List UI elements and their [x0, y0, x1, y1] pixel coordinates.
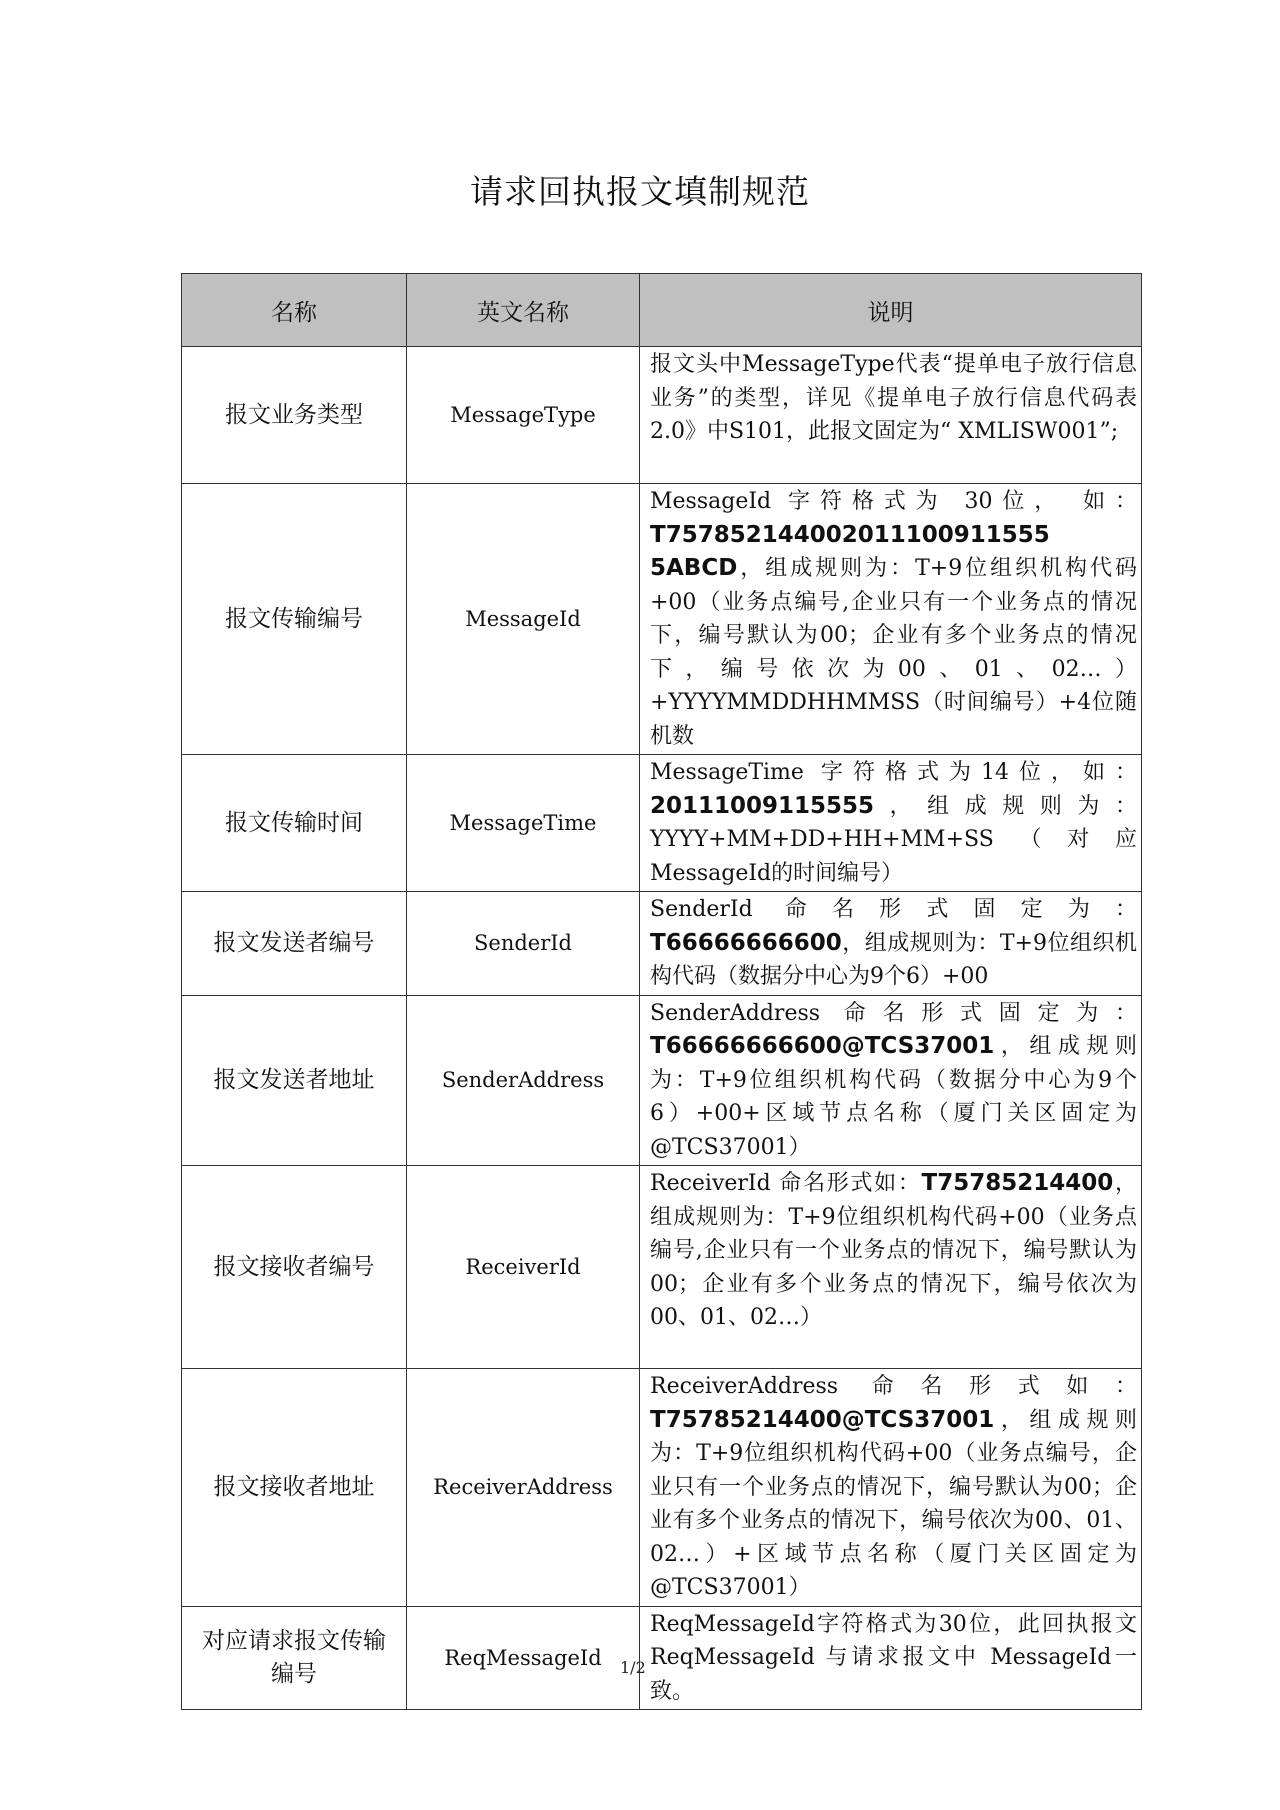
desc-text: MessageId 字符格式为 30位， 如： [650, 489, 1137, 514]
field-name: 对应请求报文传输编号 [182, 1606, 407, 1710]
desc-example: T75785214400@TCS37001 [650, 1406, 995, 1433]
field-name: 报文业务类型 [182, 347, 407, 484]
field-desc [640, 995, 1142, 1166]
header-name: 名称 [182, 274, 407, 347]
table-header-row [182, 274, 1142, 347]
table-row [182, 1166, 1142, 1369]
field-name: 报文传输时间 [182, 755, 407, 892]
field-desc [640, 1166, 1142, 1369]
desc-example: T75785214400 [921, 1170, 1114, 1196]
desc-text: SenderAddress 命名形式固定为： [650, 1000, 1137, 1026]
desc-text: ，组成规则为：T+9位组织机构代码+00（业务点编号，企业只有一个业务点的情况下，编号默认为00；企业有多个业务点的情况下，编号依次为00、01、02…）+区域节点名称（厦门关区固定为@TCS37001） [650, 1407, 1137, 1600]
desc-text: ，组成规则为：YYYY+MM+DD+HH+MM+SS（对应MessageId的时间编号） [650, 793, 1137, 886]
table-row [182, 484, 1142, 755]
field-en-name: ReqMessageId [407, 1606, 640, 1710]
field-en-name: SenderId [407, 892, 640, 996]
desc-text: SenderId 命名形式固定为： [650, 897, 1137, 922]
field-name: 报文接收者地址 [182, 1369, 407, 1607]
desc-text: ，组成规则为：T+9位组织机构代码+00（业务点编号,企业只有一个业务点的情况下，编号默认为00；企业有多个业务点的情况下，编号依次为00、01、02…） [650, 1171, 1137, 1330]
field-en-name: ReceiverId [407, 1166, 640, 1369]
field-desc [640, 755, 1142, 892]
field-en-name: MessageTime [407, 755, 640, 892]
field-desc [640, 1606, 1142, 1710]
desc-text: ReceiverAddress 命名形式如： [650, 1374, 1137, 1399]
page-number: 1/2 [620, 1658, 646, 1677]
desc-text: ，组成规则为：T+9位组织机构代码（数据分中心为9个6）+00 [650, 930, 1137, 989]
field-name: 报文接收者编号 [182, 1166, 407, 1369]
table-row [182, 1369, 1142, 1607]
desc-text: 报文头中MessageType代表“提单电子放行信息业务”的类型，详见《提单电子放行信息代码表2.0》中S101，此报文固定为“ XMLISW001”; [650, 352, 1137, 444]
table-row [182, 347, 1142, 484]
table-row [182, 1606, 1142, 1710]
desc-example: T66666666600 [650, 929, 842, 956]
desc-text: ReqMessageId字符格式为30位，此回执报文 ReqMessageId 与请求报文中 MessageId一致。 [650, 1611, 1137, 1704]
field-en-name: ReceiverAddress [407, 1369, 640, 1607]
desc-text: MessageTime 字符格式为14位，如： [650, 760, 1137, 785]
desc-text: ，组成规则为：T+9位组织机构代码（数据分中心为9个6）+00+区域节点名称（厦门关区固定为@TCS37001） [650, 1034, 1137, 1160]
field-desc [640, 347, 1142, 484]
page-title: 请求回执报文填制规范 [470, 172, 810, 211]
desc-example: 20111009115555 [650, 792, 875, 819]
field-en-name: MessageType [407, 347, 640, 484]
field-name: 报文传输编号 [182, 484, 407, 755]
field-desc [640, 892, 1142, 996]
desc-example: T757852144002011100911555 5ABCD [650, 521, 1050, 581]
header-desc: 说明 [640, 274, 1142, 347]
field-name: 报文发送者地址 [182, 995, 407, 1166]
field-name: 报文发送者编号 [182, 892, 407, 996]
field-en-name: MessageId [407, 484, 640, 755]
field-en-name: SenderAddress [407, 995, 640, 1166]
table-row [182, 755, 1142, 892]
desc-text: ReceiverId 命名形式如： [650, 1171, 922, 1196]
table-row [182, 995, 1142, 1166]
spec-table [181, 273, 1142, 1710]
field-desc [640, 484, 1142, 755]
table-row [182, 892, 1142, 996]
desc-text: ，组成规则为：T+9位组织机构代码+00（业务点编号,企业只有一个业务点的情况下，编号默认为00；企业有多个业务点的情况下，编号依次为00、01、02…）+YYYYMMDDHHMMSS（时间编号）+4位随机数 [650, 556, 1137, 749]
header-en-name: 英文名称 [407, 274, 640, 347]
desc-example: T66666666600@TCS37001 [650, 1033, 995, 1059]
field-desc [640, 1369, 1142, 1607]
